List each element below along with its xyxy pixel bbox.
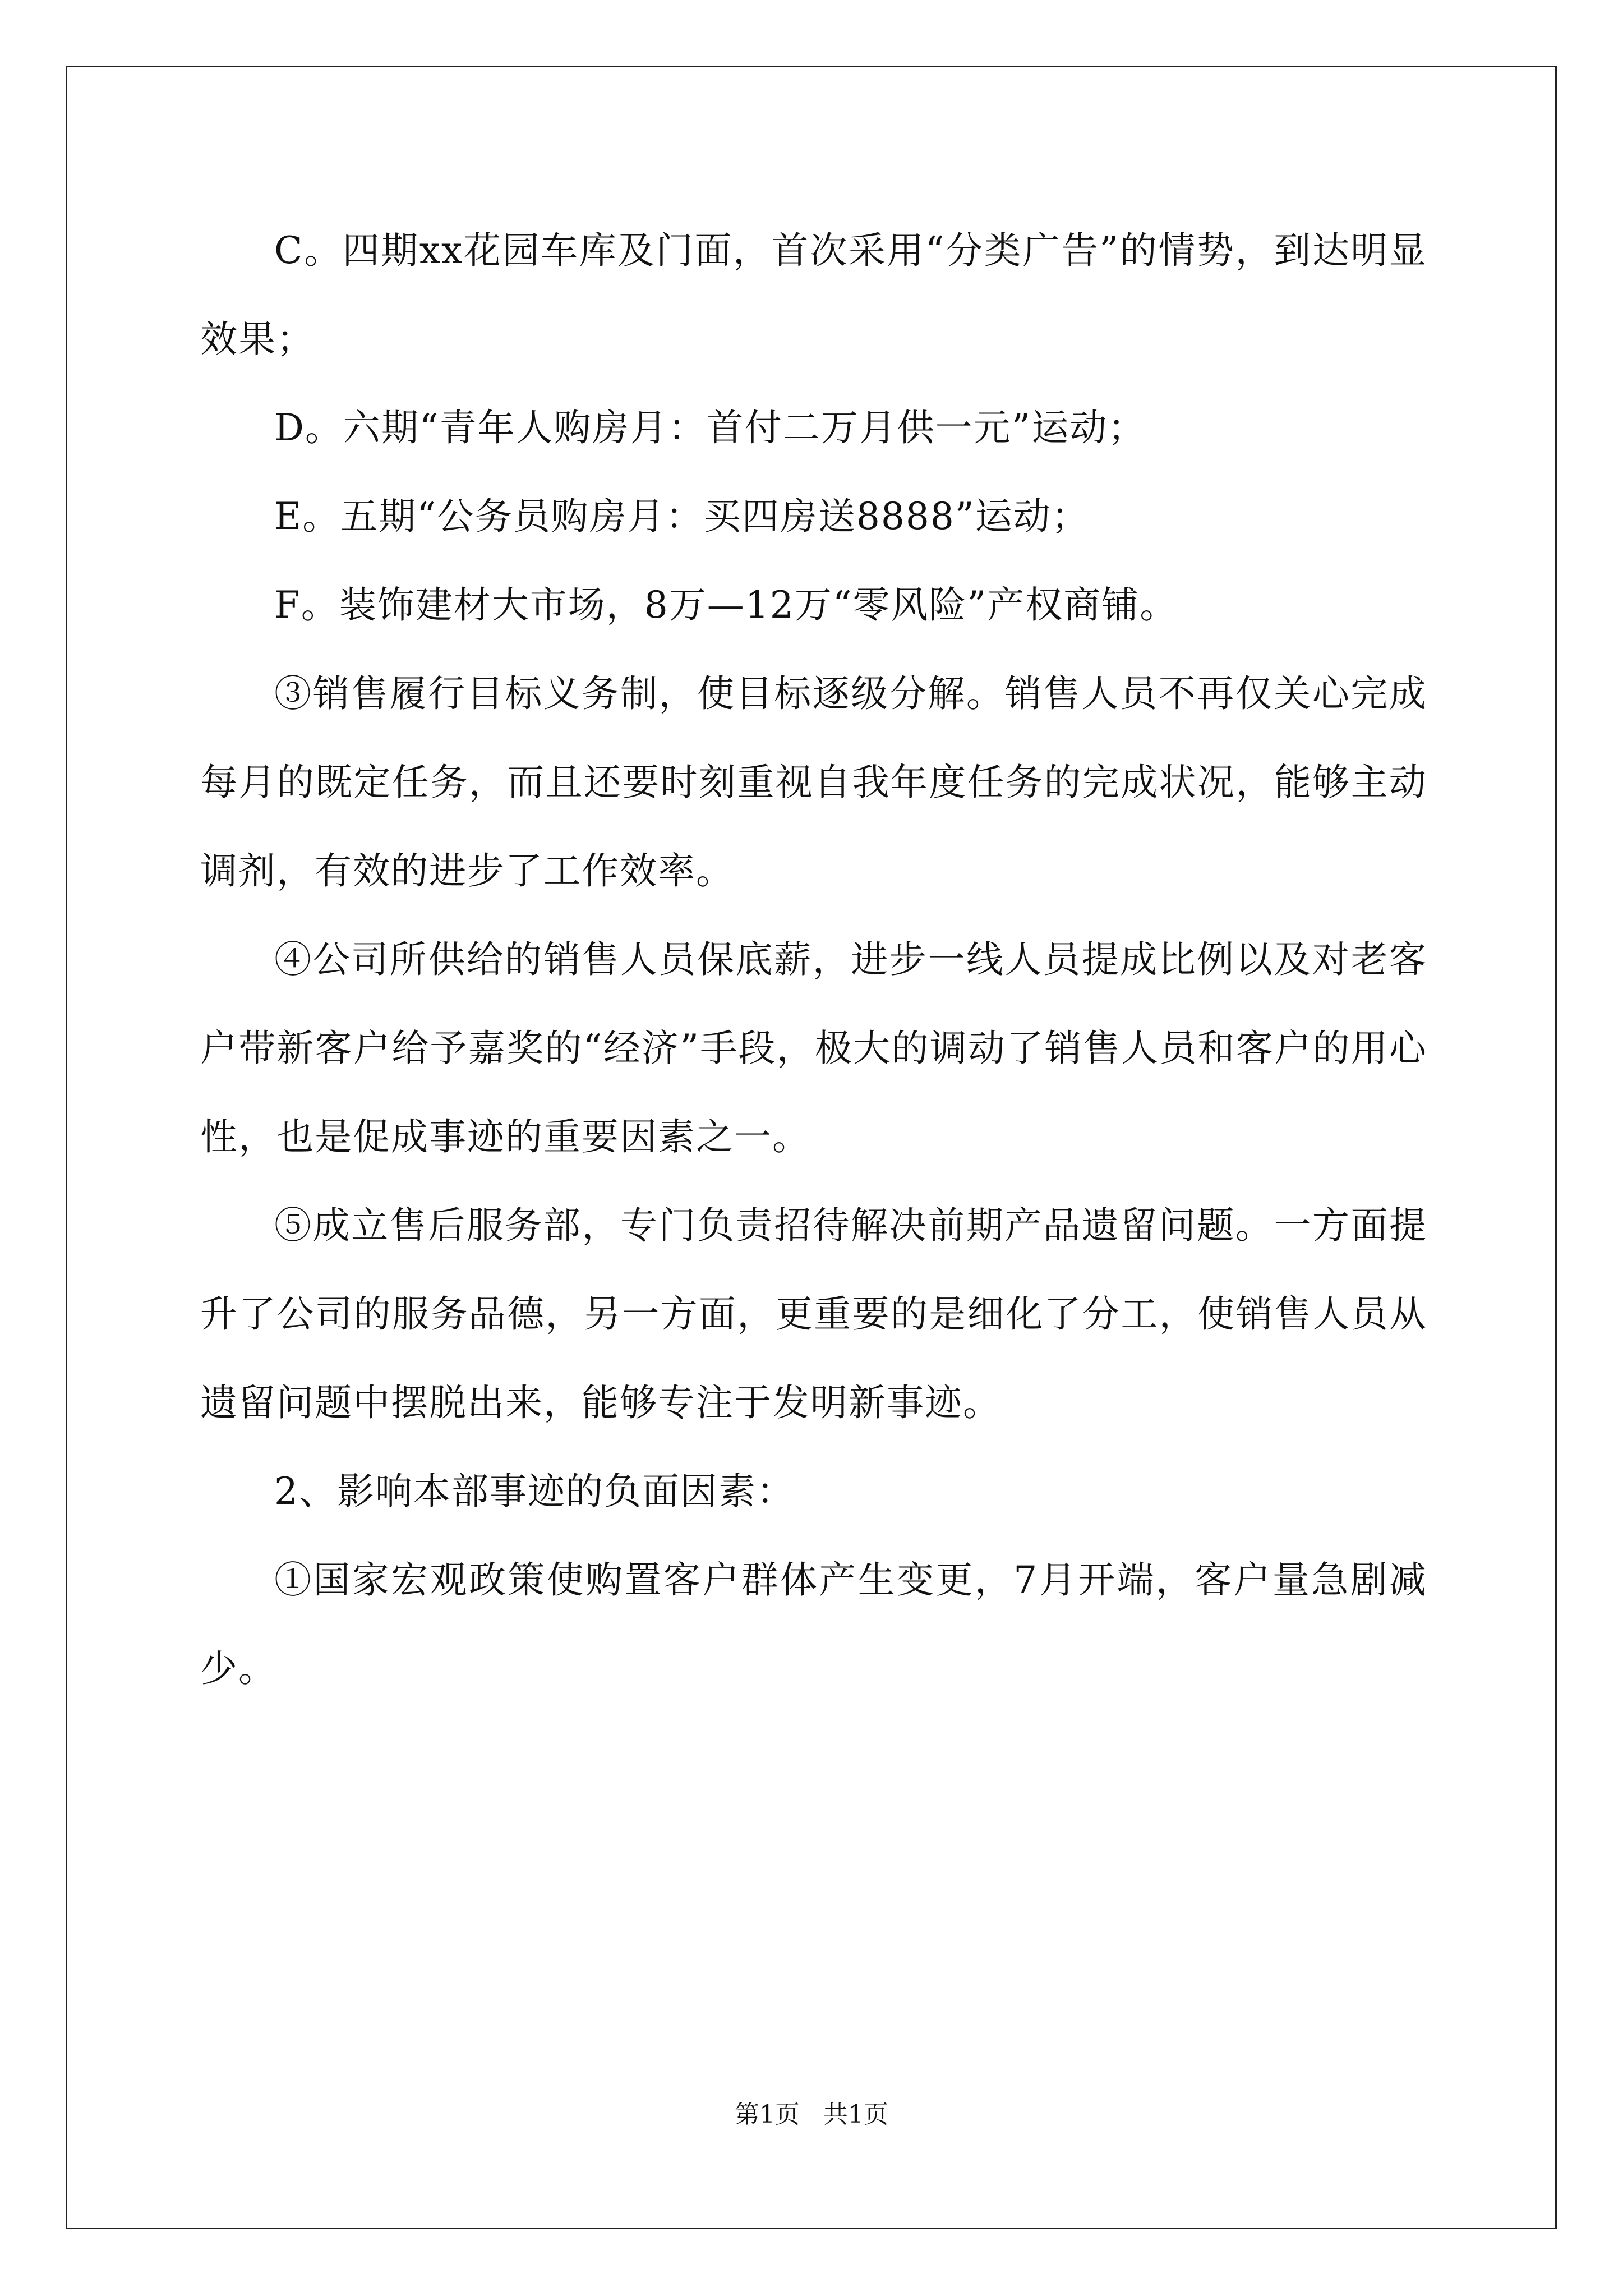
- paragraph: F。装饰建材大市场，8万—12万“零风险”产权商铺。: [274, 583, 1178, 627]
- paragraph: ⑤成立售后服务部，专门负责招待解决前期产品遗留问题。一方面提升了公司的服务品德，另一方面，更重要的是细化了分工，使销售人员从遗留问题中摆脱出来，能够专注于发明新事迹。: [200, 1204, 1427, 1424]
- paragraph: ④公司所供给的销售人员保底薪，进步一线人员提成比例以及对老客户带新客户给予嘉奖的“经济”手段，极大的调动了销售人员和客户的用心性，也是促成事迹的重要因素之一。: [200, 938, 1427, 1158]
- paragraph: D。六期“青年人购房月：首付二万月供一元”运动；: [274, 406, 1146, 449]
- page-footer: [0, 2098, 1623, 2132]
- paragraph: 2、影响本部事迹的负面因素：: [274, 1470, 795, 1513]
- page-total: 共1页: [823, 2100, 888, 2129]
- paragraph: C。四期xx花园车库及门面，首次采用“分类广告”的情势，到达明显效果；: [200, 229, 1427, 361]
- paragraph: E。五期“公务员购房月：买四房送8888”运动；: [274, 495, 1090, 538]
- document-body: [200, 206, 1427, 1713]
- page-number: 第1页: [735, 2100, 800, 2129]
- paragraph: ①国家宏观政策使购置客户群体产生变更，7月开端，客户量急剧减少。: [200, 1558, 1427, 1690]
- paragraph: ③销售履行目标义务制，使目标逐级分解。销售人员不再仅关心完成每月的既定任务，而且还要时刻重视自我年度任务的完成状况，能够主动调剂，有效的进步了工作效率。: [200, 672, 1427, 892]
